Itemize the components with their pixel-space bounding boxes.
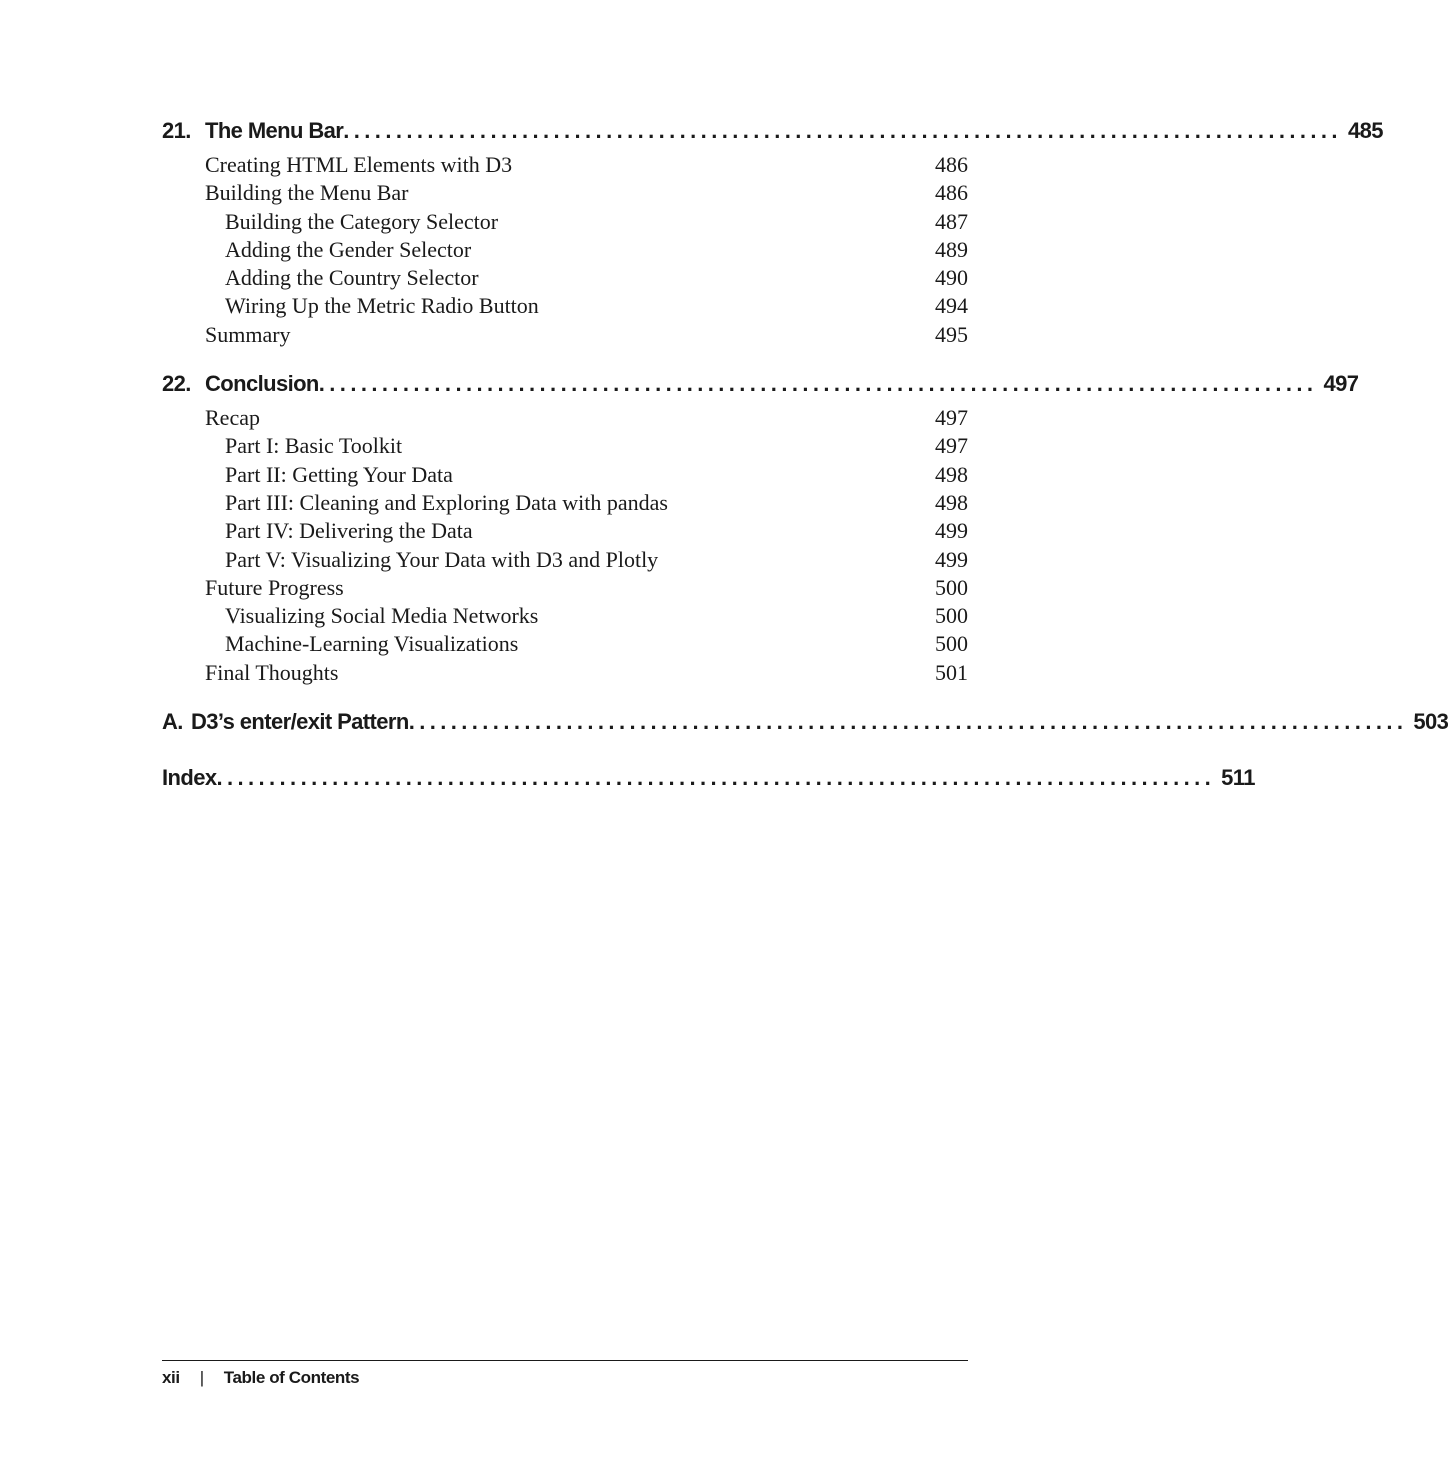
dot-leader: ............................................................................................... xyxy=(216,765,1216,791)
toc-index[interactable] xyxy=(162,765,1255,799)
entry-title: Part V: Visualizing Your Data with D3 and Plotly xyxy=(225,546,659,572)
toc-entry[interactable] xyxy=(162,518,968,546)
toc-entry[interactable] xyxy=(162,152,968,180)
chapter-page: 485 xyxy=(1347,118,1383,143)
entry-title: Building the Category Selector xyxy=(225,208,499,234)
entry-page: 497 xyxy=(935,433,968,459)
toc-entry[interactable] xyxy=(162,631,968,659)
appendix-title: D3’s enter/exit Pattern xyxy=(191,709,409,735)
entry-title: Visualizing Social Media Networks xyxy=(225,603,539,629)
entry-page: 486 xyxy=(935,152,968,177)
entry-page: 495 xyxy=(935,321,968,347)
entry-title: Adding the Gender Selector xyxy=(225,236,472,262)
entry-page: 500 xyxy=(935,603,968,629)
entry-page: 500 xyxy=(935,631,968,657)
toc-chapter-21[interactable] xyxy=(162,118,1383,152)
entry-page: 498 xyxy=(935,489,968,515)
entry-title: Part I: Basic Toolkit xyxy=(225,433,403,459)
entry-page: 494 xyxy=(935,293,968,319)
index-page: 511 xyxy=(1221,765,1255,791)
entry-page: 501 xyxy=(935,659,968,685)
toc-entry[interactable] xyxy=(162,293,968,321)
toc-chapter-22[interactable] xyxy=(162,371,1359,405)
chapter-title: Conclusion xyxy=(205,371,319,397)
spacer xyxy=(162,688,968,709)
entry-page: 486 xyxy=(935,180,968,206)
toc-appendix-a[interactable] xyxy=(162,709,1448,743)
dot-leader: ............................................................................................... xyxy=(408,709,1408,735)
toc-entry[interactable] xyxy=(162,547,968,575)
toc-entry[interactable] xyxy=(162,433,968,461)
appendix-letter: A. xyxy=(162,709,183,735)
entry-page: 487 xyxy=(935,208,968,234)
dot-leader: ............................................................................................... xyxy=(343,118,1342,143)
running-footer-title: Table of Contents xyxy=(223,1368,360,1387)
table-of-contents xyxy=(162,118,1448,799)
toc-entry[interactable] xyxy=(162,490,968,518)
toc-entry[interactable] xyxy=(162,462,968,490)
toc-entry[interactable] xyxy=(162,322,968,350)
entry-title: Summary xyxy=(205,321,291,347)
entry-page: 490 xyxy=(935,265,968,291)
spacer xyxy=(162,743,968,765)
chapter-number: 21. xyxy=(162,118,191,143)
index-title: Index xyxy=(162,765,217,791)
footer-separator: | xyxy=(199,1368,204,1387)
entry-page: 489 xyxy=(935,236,968,262)
entry-title: Part IV: Delivering the Data xyxy=(225,518,473,544)
toc-entry[interactable] xyxy=(162,660,968,688)
spacer xyxy=(162,350,968,371)
entry-title: Wiring Up the Metric Radio Button xyxy=(225,293,539,319)
entry-title: Part II: Getting Your Data xyxy=(225,461,453,487)
entry-title: Adding the Country Selector xyxy=(225,265,479,291)
entry-title: Creating HTML Elements with D3 xyxy=(205,152,513,177)
chapter-number: 22. xyxy=(162,371,191,397)
page-footer xyxy=(162,1368,359,1388)
footer-rule xyxy=(162,1360,968,1361)
toc-entry[interactable] xyxy=(162,603,968,631)
entry-page: 499 xyxy=(935,518,968,544)
toc-entry[interactable] xyxy=(162,209,968,237)
appendix-page: 503 xyxy=(1413,709,1448,735)
toc-entry[interactable] xyxy=(162,237,968,265)
page-number: xii xyxy=(162,1368,180,1387)
entry-title: Recap xyxy=(205,405,260,431)
toc-entry[interactable] xyxy=(162,405,968,433)
entry-title: Building the Menu Bar xyxy=(205,180,409,206)
entry-page: 499 xyxy=(935,546,968,572)
entry-page: 500 xyxy=(935,574,968,600)
entry-page: 497 xyxy=(935,405,968,431)
toc-entry[interactable] xyxy=(162,180,968,208)
entry-title: Machine-Learning Visualizations xyxy=(225,631,519,657)
toc-entry[interactable] xyxy=(162,575,968,603)
entry-title: Final Thoughts xyxy=(205,659,339,685)
chapter-page: 497 xyxy=(1323,371,1359,397)
toc-entry[interactable] xyxy=(162,265,968,293)
entry-page: 498 xyxy=(935,461,968,487)
entry-title: Part III: Cleaning and Exploring Data with pandas xyxy=(225,489,668,515)
entry-title: Future Progress xyxy=(205,574,344,600)
chapter-title: The Menu Bar xyxy=(205,118,344,143)
dot-leader: ............................................................................................... xyxy=(318,371,1318,397)
